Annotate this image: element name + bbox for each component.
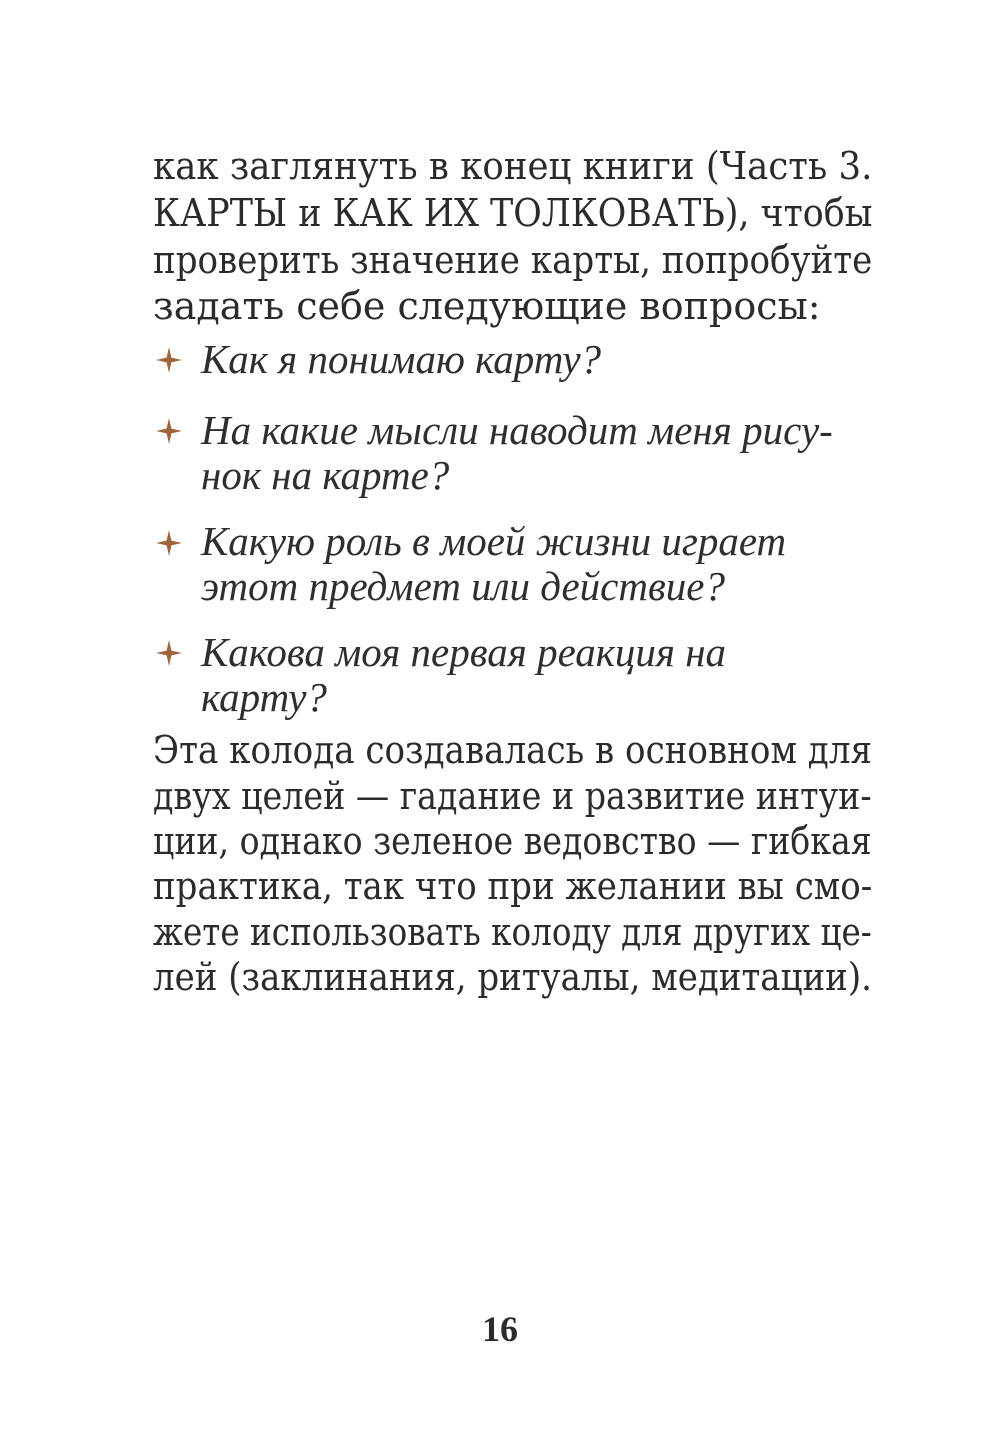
- intro-line: как заглянуть в конец книги (Часть 3.: [153, 144, 873, 188]
- question-line: Как я понимаю карту?: [201, 336, 602, 382]
- four-point-star-icon: [156, 530, 182, 556]
- intro-line: задать себе следующие вопросы:: [153, 284, 821, 328]
- closing-line: жете использовать колоду для других це-: [153, 910, 872, 954]
- question-line: нок на карте?: [201, 452, 450, 498]
- closing-line: Эта колода создавалась в основном для: [153, 728, 873, 772]
- closing-line: двух целей — гадание и развитие интуи-: [153, 774, 872, 818]
- intro-line: КАРТЫ и КАК ИХ ТОЛКОВАТЬ), чтобы: [153, 191, 873, 235]
- question-line: этот предмет или действие?: [201, 563, 725, 609]
- closing-line: ции, однако зеленое ведовство — гибкая: [153, 819, 872, 863]
- intro-line: проверить значение карты, попробуйте: [153, 238, 873, 282]
- question-line: карту?: [201, 674, 327, 720]
- four-point-star-icon: [156, 640, 182, 666]
- question-line: Какую роль в моей жизни играет: [201, 518, 787, 564]
- page-number: 16: [482, 1309, 518, 1349]
- closing-line: практика, так что при желании вы смо-: [153, 864, 873, 908]
- four-point-star-icon: [156, 347, 182, 373]
- closing-line: лей (заклинания, ритуалы, медитации).: [153, 955, 872, 999]
- question-line: На какие мысли наводит меня рису-: [201, 407, 833, 453]
- question-line: Какова моя первая реакция на: [201, 629, 727, 675]
- four-point-star-icon: [156, 418, 182, 444]
